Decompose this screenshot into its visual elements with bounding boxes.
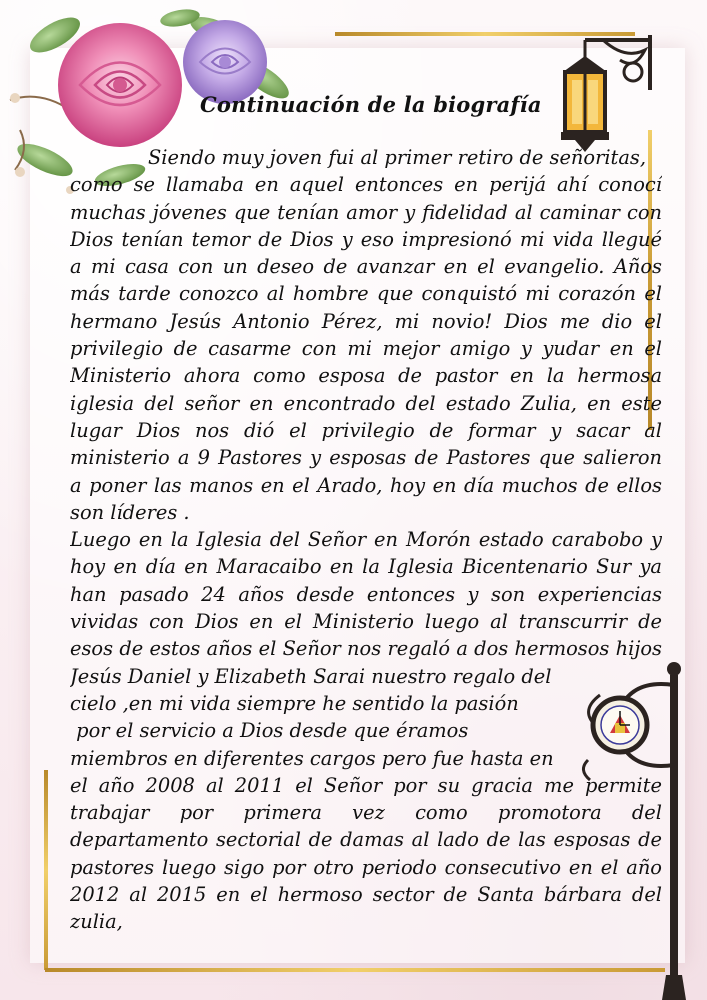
- text-line: el año 2008 al 2011 el Señor por su gracia me permite: [70, 773, 662, 797]
- text-line: 2012 al 2015 en el hermoso sector de Santa bárbara del: [70, 883, 662, 907]
- text-line: hermano Jesús Antonio Pérez, mi novio! Dios me dio el: [70, 309, 662, 333]
- hanging-lantern-icon: [525, 30, 660, 160]
- text-line: trabajar por primera vez como promotora del: [70, 801, 662, 825]
- text-line: lugar Dios nos dió el privilegio de formar y sacar al: [70, 418, 662, 442]
- text-line: Siendo muy joven fui al primer retiro de señoritas,: [148, 146, 647, 169]
- text-line: vividas con Dios en el Ministerio luego al transcurrir de: [70, 610, 662, 634]
- text-line: privilegio de casarme con mi mejor amigo y yudar en el: [70, 337, 662, 361]
- text-line: más tarde conozco al hombre que conquistó mi corazón el: [70, 282, 662, 306]
- text-line: han pasado 24 años desde entonces y son experiencias: [70, 582, 662, 606]
- text-line: iglesia del señor en encontrado del estado Zulia, en este: [70, 391, 662, 415]
- text-line: Ministerio ahora como esposa de pastor en la hermosa: [70, 364, 662, 388]
- text-line: muchas jóvenes que tenían amor y fidelidad al caminar con: [70, 200, 662, 224]
- text-line: miembros en diferentes cargos pero fue hasta en: [70, 746, 554, 770]
- text-line: a mi casa con un deseo de avanzar en el evangelio. Años: [70, 255, 662, 279]
- text-line: esos de estos años el Señor nos regaló a dos hermosos hijos: [70, 637, 662, 661]
- text-line: son líderes .: [70, 500, 190, 524]
- text-line: departamento sectorial de damas al lado de las esposas de: [70, 828, 662, 852]
- text-line: Dios tenían temor de Dios y eso impresionó mi vida llegué: [70, 227, 662, 251]
- text-line: como se llamaba en aquel entonces en perijá ahí conocí: [70, 173, 662, 197]
- text-line: cielo ,en mi vida siempre he sentido la pasión: [70, 691, 519, 715]
- gold-frame-bottom: [45, 968, 665, 972]
- text-line: pastores luego sigo por otro periodo consecutivo en el año: [70, 855, 662, 879]
- text-line: por el servicio a Dios desde que éramos: [70, 719, 469, 743]
- text-line: Luego en la Iglesia del Señor en Morón estado carabobo y: [70, 528, 662, 552]
- text-line: hoy en día en Maracaibo en la Iglesia Bicentenario Sur ya: [70, 555, 662, 579]
- text-line: ministerio a 9 Pastores y esposas de Pastores que salieron: [70, 446, 662, 470]
- biography-text: [70, 144, 662, 936]
- text-line: Jesús Daniel y Elizabeth Sarai nuestro regalo del: [70, 664, 552, 688]
- text-line: zulia,: [70, 910, 123, 934]
- gold-frame-left: [44, 770, 48, 970]
- text-line: a poner las manos en el Arado, hoy en día muchos de ellos: [70, 473, 662, 497]
- page-title: Continuación de la biografía: [200, 92, 542, 117]
